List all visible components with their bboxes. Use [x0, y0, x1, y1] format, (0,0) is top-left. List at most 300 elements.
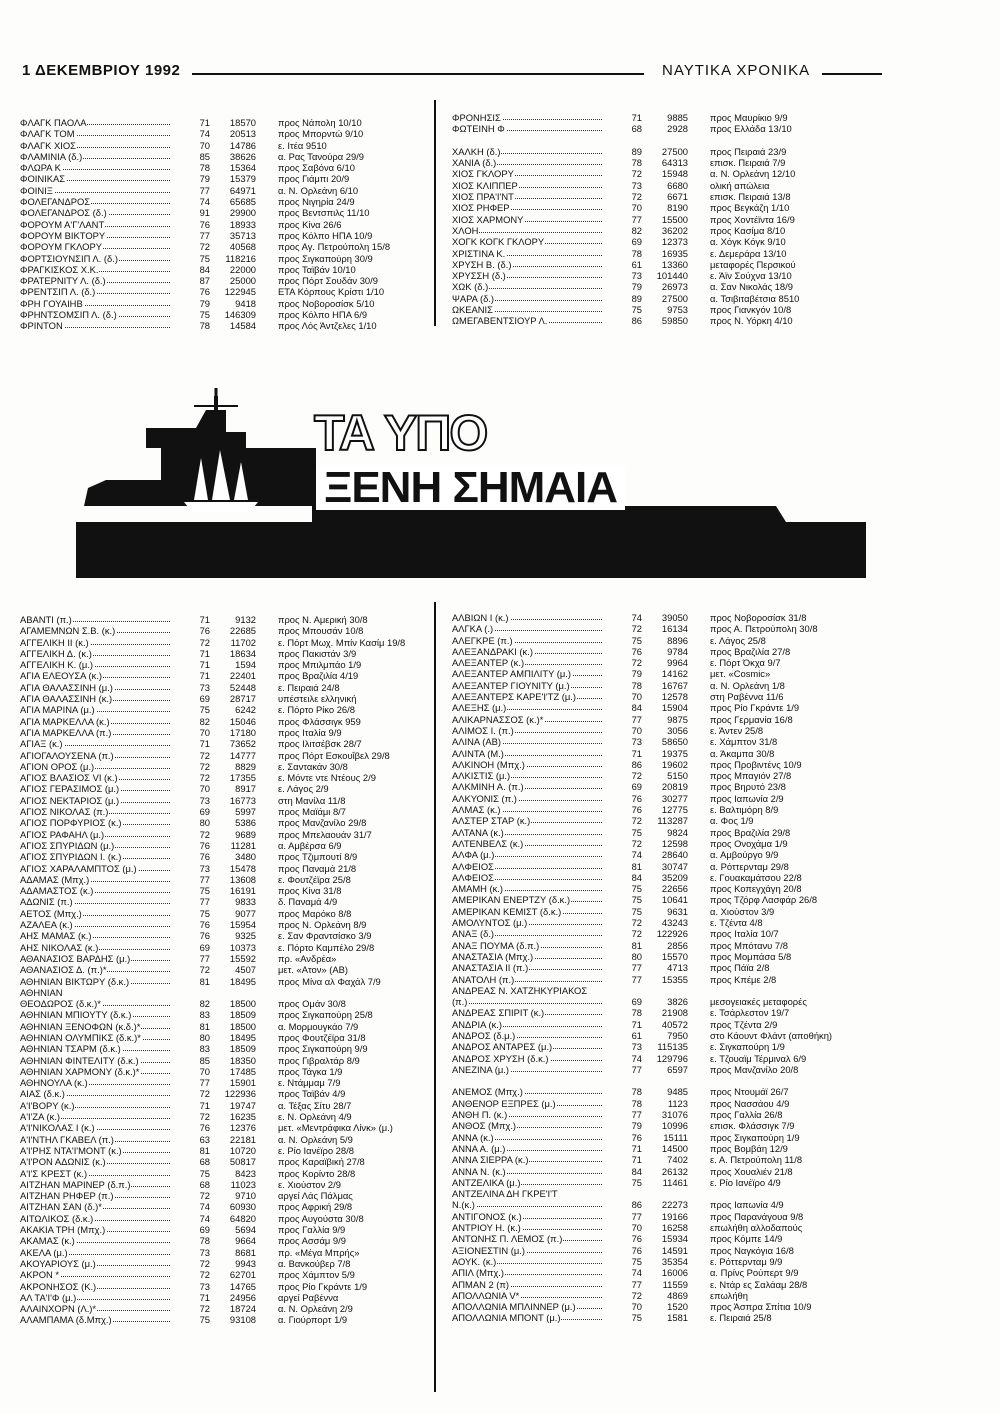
build-year: 75	[199, 1167, 210, 1179]
ship-row	[20, 230, 430, 241]
tonnage: 30277	[661, 792, 688, 804]
ship-name: ΑΝΕΜΟΣ (Μπχ.)	[452, 1086, 523, 1098]
ship-name: ΑΛΕΞΑΝΤΕΡ ΑΜΠΙΛΙΤΥ (μ.)	[452, 668, 572, 680]
build-year: 74	[631, 612, 642, 623]
tonnage: 13608	[229, 873, 256, 885]
ship-row	[452, 1312, 872, 1323]
ship-row	[452, 883, 872, 894]
ship-row	[452, 1143, 872, 1154]
tonnage: 50817	[229, 1156, 256, 1168]
destination: ε. Φουτζέϊρα 25/8	[278, 873, 351, 885]
ship-name: ΑΓΙΟΝ ΟΡΟΣ (μ.)	[20, 760, 95, 772]
build-year: 75	[199, 309, 210, 321]
build-year: 74	[631, 1052, 642, 1064]
destination: πρ. «Μέγα Μπρής»	[278, 1246, 360, 1258]
ship-name: ΑΙΤΖΗΑΝ ΜΑΡΙΝΕΡ (δ.π.)	[20, 1178, 131, 1190]
ship-name: ΑΛΜΑΣ (κ.)	[452, 804, 501, 816]
destination: προς Μπορντώ 9/10	[278, 128, 364, 140]
destination: μετ. «Cosmic»	[710, 668, 771, 680]
column-divider-top	[434, 100, 436, 326]
ship-name: ΧΙΟΣ ΧΑΡΜΟΝΥ	[452, 213, 524, 225]
build-year: 76	[631, 804, 642, 816]
ship-row	[452, 894, 872, 905]
ship-name: ΑΘΗΝΙΑΝ	[20, 986, 63, 998]
build-year: 71	[631, 747, 642, 759]
build-year: 75	[631, 1312, 642, 1324]
tonnage: 16134	[661, 623, 688, 635]
build-year: 69	[199, 1224, 210, 1236]
build-year: 78	[631, 157, 642, 169]
build-year: 72	[199, 760, 210, 772]
build-year: 80	[199, 1031, 210, 1043]
ship-name: ΑΝΕΖΙΝΑ (μ.)	[452, 1063, 509, 1075]
ship-name: ΑΛΕΓΚΡΕ (π.)	[452, 634, 513, 646]
ship-name: ΑΛΒΙΩΝ Ι (κ.)	[452, 612, 509, 623]
ship-name: ΑΓΙΟΣ ΣΠΥΡΙΔΩΝ (μ.)	[20, 839, 115, 851]
build-year: 71	[199, 670, 210, 682]
ship-name: ΑΝΑΤΟΛΗ (π.)	[452, 973, 515, 985]
destination: ε. Λάγος 25/8	[710, 634, 766, 646]
ship-name: ΧΑΛΚΗ (δ.)	[452, 145, 501, 157]
ship-name: ΑΓΙΟΣ ΠΟΡΦΥΡΙΟΣ (κ.)	[20, 817, 122, 829]
tonnage: 11023	[230, 1178, 256, 1190]
tonnage: 9753	[667, 304, 688, 316]
build-year: 71	[631, 1142, 642, 1154]
tonnage: 16006	[661, 1267, 688, 1279]
ship-name: ΑΛΚΜΙΝΗ Α. (π.)	[452, 781, 524, 793]
tonnage: 8681	[235, 1246, 256, 1258]
ship-row	[452, 225, 872, 236]
ship-row	[452, 1007, 872, 1018]
destination: προς Ιταλία 10/7	[710, 928, 779, 940]
tonnage: 12598	[661, 837, 688, 849]
tonnage: 14786	[229, 139, 256, 151]
ship-row	[20, 750, 430, 761]
tonnage: 43243	[661, 917, 688, 929]
ship-row	[20, 286, 430, 297]
ship-name: ΘΕΟΔΩΡΟΣ (δ.κ.)*	[20, 998, 101, 1010]
destination: προς Μπιλμπάο 1/9	[278, 659, 362, 671]
build-year: 72	[199, 1190, 210, 1202]
ship-name: ΑΕΤΟΣ (Μπχ.)	[20, 907, 82, 919]
ship-row	[452, 657, 872, 668]
ship-row	[20, 1021, 430, 1032]
build-year: 71	[631, 1154, 642, 1166]
ship-name: Α'Ι'Σ ΚΡΕΣΤ (κ.)	[20, 1167, 88, 1179]
ship-row	[452, 315, 872, 326]
tonnage: 16191	[229, 885, 256, 897]
build-year: 76	[631, 792, 642, 804]
ship-row	[452, 191, 872, 202]
build-year: 61	[631, 258, 642, 270]
tonnage: 20819	[661, 781, 688, 793]
build-year: 72	[631, 168, 642, 180]
destination: προς Βραζιλία 29/8	[710, 826, 791, 838]
destination: αργεί Ραβέννα	[278, 1291, 339, 1303]
ship-name: ΑΛΓΚΑ (.)	[452, 623, 494, 635]
destination: αργεί Λάς Πάλμας	[278, 1190, 353, 1202]
ship-name: ΑΗΣ ΜΑΜΑΣ (κ.)	[20, 930, 92, 942]
dot-leader	[452, 996, 602, 1004]
ship-name: Ν.(κ.)	[452, 1199, 475, 1211]
destination: προς Νοβοροσίσκ 5/10	[278, 297, 375, 309]
destination: προς Βηρυτό 23/8	[710, 781, 786, 793]
ship-name: ΑΝΝΑ (κ.)	[452, 1131, 494, 1143]
tonnage: 59850	[661, 315, 688, 327]
tonnage: 22000	[229, 263, 256, 275]
tonnage: 19166	[661, 1210, 688, 1222]
destination: μεσογειακές μεταφορές	[710, 996, 807, 1008]
destination: προς Βεντσπιλς 11/10	[278, 207, 370, 219]
destination: προς Μίνα αλ Φαχάλ 7/9	[278, 975, 381, 987]
ship-name: Α'Ι'ΒΟΡΥ (κ.)	[20, 1099, 75, 1111]
ship-name: ΑΓΙΟΣ ΣΠΥΡΙΔΩΝ Ι. (κ.)	[20, 851, 122, 863]
ship-name: ΧΙΟΣ ΓΚΛΟΡΥ	[452, 168, 514, 180]
tonnage: 2856	[667, 939, 688, 951]
tonnage: 15379	[229, 173, 256, 185]
tonnage: 64820	[229, 1212, 256, 1224]
destination: προς Φλάσσιγκ 959	[278, 715, 361, 727]
destination: ε. Α. Πετρούπολη 11/8	[710, 1154, 803, 1166]
destination: α. Ρας Τανούρα 29/9	[278, 150, 365, 162]
destination: ε. Ρόττερνταμ 9/9	[710, 1255, 783, 1267]
tonnage: 93108	[229, 1314, 256, 1326]
build-year: 76	[199, 286, 210, 298]
destination: πρ. «Ανδρέα»	[278, 952, 337, 964]
ship-name: ΑΛΑΙΝΧΟΡΝ (Λ.)*	[20, 1303, 97, 1315]
tonnage: 12376	[229, 1122, 256, 1134]
build-year: 70	[199, 783, 210, 795]
ship-row	[20, 1168, 430, 1179]
ship-row	[20, 625, 430, 636]
banner-title-line1: ΤΑ ΥΠΟ	[314, 405, 487, 461]
section-banner	[76, 388, 866, 578]
ship-name: ΑΓΓΕΛΙΚΗ Δ. (κ.)	[20, 647, 92, 659]
destination: ε. Σιγκαπούρη 1/9	[710, 1041, 785, 1053]
ship-name: ΑΚΟΥΑΡΙΟΥΣ (μ.)	[20, 1257, 96, 1269]
ship-name: ΑΛΚΥΟΝΙΣ (π.)	[452, 792, 517, 804]
destination: προς Κόμπε 14/9	[710, 1233, 783, 1245]
build-year: 79	[199, 297, 210, 309]
destination: ε. Γουακαμάτσου 22/8	[710, 871, 802, 883]
destination: προς Ιλιτσέβσκ 28/7	[278, 738, 362, 750]
build-year: 75	[199, 252, 210, 264]
build-year: 81	[199, 1020, 210, 1032]
destination: προς Νιγηρία 24/9	[278, 196, 355, 208]
destination: προς Πάϊα 2/8	[710, 962, 770, 974]
tonnage: 36202	[661, 224, 688, 236]
ship-name: ΑΙΑΣ (δ.κ.)	[20, 1088, 65, 1100]
tonnage: 26973	[661, 281, 688, 293]
destination: δ. Παναμά 4/9	[278, 896, 338, 908]
build-year: 77	[199, 896, 210, 908]
ship-row	[20, 795, 430, 806]
tonnage: 18495	[229, 975, 256, 987]
ship-table-bottom-left	[20, 614, 430, 1326]
tonnage: 18500	[229, 998, 256, 1010]
build-year: 69	[631, 996, 642, 1008]
ship-name: ΑΜΟΛΥΝΤΟΣ (μ.)	[452, 917, 528, 929]
ship-row	[20, 840, 430, 851]
tonnage: 2928	[667, 123, 688, 135]
tonnage: 6242	[235, 704, 256, 716]
tonnage: 4507	[235, 964, 256, 976]
destination: προς Άσπρα Σπίτια 10/9	[710, 1301, 812, 1313]
ship-row	[20, 693, 430, 704]
ship-row	[20, 1314, 430, 1325]
build-year: 81	[631, 860, 642, 872]
ship-row	[452, 827, 872, 838]
ship-row	[452, 157, 872, 168]
ship-name: ΑΔΑΜΑΣΤΟΣ (κ.)	[20, 885, 94, 897]
build-year: 80	[631, 950, 642, 962]
ship-name: ΑΝΔΡΕΑΣ Ν. ΧΑΤΖΗΚΥΡΙΑΚΟΣ	[452, 984, 588, 996]
tonnage: 15500	[661, 213, 688, 225]
tonnage: 9418	[235, 297, 256, 309]
tonnage: 15355	[661, 973, 688, 985]
tonnage: 16258	[661, 1222, 688, 1234]
tonnage: 8423	[235, 1167, 256, 1179]
destination: προς Τζέντα 2/9	[710, 1018, 778, 1030]
ship-name: ΧΛΟΗ	[452, 224, 479, 236]
tonnage: 122926	[656, 928, 688, 940]
destination: προς Αγ. Πετρούπολη 15/8	[278, 241, 391, 253]
destination: προς Ν. Ορλεάνη 8/9	[278, 919, 367, 931]
destination: προς Βεγκάζη 1/10	[710, 202, 790, 214]
destination: ε. Χάμπτον 31/8	[710, 736, 778, 748]
destination: προς Α. Πετρούπολη 30/8	[710, 623, 818, 635]
ship-name: ΑΛΦΕΙΟΣ	[452, 871, 494, 883]
ship-name: ΦΡΗ ΓΟΥΑΙΗΒ	[20, 297, 83, 309]
build-year: 73	[199, 1280, 210, 1292]
build-year: 75	[199, 907, 210, 919]
destination: ε. Ρίο Ιανέϊρο 4/9	[710, 1176, 781, 1188]
build-year: 74	[199, 128, 210, 140]
ship-name: ΑΓΙΟΣ ΧΑΡΑΛΑΜΠΤΟΣ (μ.)	[20, 862, 137, 874]
tonnage: 15570	[661, 950, 688, 962]
ship-name: ΦΟΡΟΥΜ ΓΚΛΟΡΥ	[20, 241, 102, 253]
build-year: 61	[631, 1029, 642, 1041]
destination: ε. Τζουαϊμ Τέρμιναλ 6/9	[710, 1052, 807, 1064]
ship-name: ΦΛΩΡΑ Κ	[20, 162, 61, 174]
ship-table-top-left	[20, 117, 430, 332]
ship-name: ΦΡΑΤΕΡΝΙΤΥ Λ. (δ.)	[20, 275, 106, 287]
ship-row	[452, 1177, 872, 1188]
ship-name: Α'Ι'ΡΟΝ ΑΔΩΝΙΣ (κ.)	[20, 1156, 106, 1168]
tonnage: 18634	[229, 647, 256, 659]
ship-name: ΑΓΙΑΞ (κ.)	[20, 738, 63, 750]
ship-name: ΑΝΘΗ Π. (κ.)	[452, 1109, 508, 1121]
ship-name: ΧΙΟΣ ΚΛΙΠΠΕΡ	[452, 179, 518, 191]
build-year: 81	[199, 975, 210, 987]
ship-name: ΑΙΤΩΛΙΚΟΣ (δ.κ.)	[20, 1212, 94, 1224]
ship-name: ΦΛΑΓΚ ΠΑΟΛΑ	[20, 117, 87, 128]
ship-row	[20, 1224, 430, 1235]
ship-row	[20, 1201, 430, 1212]
ship-row	[452, 281, 872, 292]
ship-row	[20, 1258, 430, 1269]
ship-name: ΑΗΣ ΝΙΚΟΛΑΣ (κ.)	[20, 941, 99, 953]
ship-row	[452, 1075, 872, 1086]
ship-row	[20, 264, 430, 275]
destination: ε. Πόρτ Μωχ. Μπίν Κασίμ 19/8	[278, 636, 406, 648]
ship-row	[20, 738, 430, 749]
header-rule-end	[822, 73, 882, 75]
ship-name: ΑΝΤΡΙΟΥ Η. (κ.)	[452, 1222, 521, 1234]
destination: α. Ν. Ορλεάνη 12/10	[710, 168, 796, 180]
destination: προς Κόλπο ΗΠΑ 10/9	[278, 229, 373, 241]
build-year: 72	[631, 623, 642, 635]
ship-name: ΑΛΙΜΟΣ Ι. (π.)	[452, 724, 514, 736]
ship-row	[452, 646, 872, 657]
ship-row	[452, 804, 872, 815]
ship-row	[452, 1041, 872, 1052]
build-year: 71	[199, 1291, 210, 1303]
tonnage: 15934	[661, 1233, 688, 1245]
ship-row	[20, 874, 430, 885]
build-year: 75	[631, 883, 642, 895]
tonnage: 12775	[661, 804, 688, 816]
ship-row	[20, 919, 430, 930]
destination: προς Ταϊβάν 4/9	[278, 1088, 346, 1100]
build-year: 78	[199, 1235, 210, 1247]
build-year: 75	[199, 704, 210, 716]
destination: προς Ιαπωνία 4/9	[710, 1199, 784, 1211]
build-year: 74	[199, 1212, 210, 1224]
destination: ε. Πόρτο Ρίκο 26/8	[278, 704, 355, 716]
tonnage: 17355	[229, 772, 256, 784]
ship-name: ΑΛΕΞΑΝΤΕΡ ΓΙΟΥΝΙΤΥ (μ.)	[452, 679, 570, 691]
build-year: 69	[199, 941, 210, 953]
tonnage: 60930	[229, 1201, 256, 1213]
build-year: 77	[631, 1109, 642, 1121]
destination: μεταφορές Περσικού	[710, 258, 796, 270]
ship-row	[20, 1055, 430, 1066]
ship-row	[20, 727, 430, 738]
ship-row	[20, 1100, 430, 1111]
tonnage: 146309	[224, 309, 256, 321]
destination: προς Χουαλιέν 21/8	[710, 1165, 793, 1177]
tonnage: 15046	[229, 715, 256, 727]
ship-row	[20, 117, 430, 128]
ship-row	[452, 974, 872, 985]
ship-row	[20, 908, 430, 919]
ship-row	[452, 815, 872, 826]
build-year: 72	[199, 636, 210, 648]
build-year: 83	[199, 1043, 210, 1055]
ship-row	[20, 885, 430, 896]
destination: α. Ν. Ορλεάνη 2/9	[278, 1303, 353, 1315]
tonnage: 26132	[661, 1165, 688, 1177]
tonnage: 10720	[229, 1144, 256, 1156]
ship-name: ΑΓΓΕΛΙΚΗ ΙΙ (κ.)	[20, 636, 89, 648]
build-year: 76	[199, 839, 210, 851]
tonnage: 22656	[661, 883, 688, 895]
ship-name: ΑΔΩΝΙΣ (π.)	[20, 896, 73, 908]
ship-row	[20, 942, 430, 953]
tonnage: 62701	[229, 1269, 256, 1281]
ship-name: ΧΡΥΣΣΗ (δ.)	[452, 270, 506, 282]
build-year: 86	[631, 315, 642, 327]
ship-row	[20, 716, 430, 727]
ship-name: ΑΓΓΕΛΙΚΗ Κ. (μ.)	[20, 659, 94, 671]
build-year: 76	[199, 625, 210, 637]
ship-row	[452, 259, 872, 270]
ship-name: Α'Ι'ΝΙΚΟΛΑΣ Ι (κ.)	[20, 1122, 95, 1134]
build-year: 82	[199, 715, 210, 727]
build-year: 77	[631, 1063, 642, 1075]
build-year: 79	[631, 668, 642, 680]
ship-row	[452, 1290, 872, 1301]
build-year: 73	[631, 179, 642, 191]
ship-row	[20, 1009, 430, 1020]
ship-name: ΦΡΗΝΤΣΟΜΣΙΠ Λ. (δ.)	[20, 309, 117, 321]
ship-row	[452, 985, 872, 996]
tonnage: 19375	[661, 747, 688, 759]
tonnage: 14162	[661, 668, 688, 680]
build-year: 84	[631, 702, 642, 714]
tonnage: 29900	[229, 207, 256, 219]
ship-name: ΑΛΣΤΕΡ ΣΤΑΡ (κ.)	[452, 815, 531, 827]
destination: α. Αμβούργο 9/9	[710, 849, 779, 861]
ship-name: ΦΟΛΕΓΑΝΔΡΟΣ	[20, 196, 91, 208]
ship-row	[20, 207, 430, 218]
ship-row	[452, 951, 872, 962]
tonnage: 65685	[229, 196, 256, 208]
ship-row	[452, 680, 872, 691]
build-year: 84	[631, 1165, 642, 1177]
tonnage: 25000	[229, 275, 256, 287]
ship-row	[20, 1190, 430, 1201]
ship-row	[20, 806, 430, 817]
destination: προς Γιάμπι 20/9	[278, 173, 350, 185]
build-year: 72	[631, 191, 642, 203]
ship-row	[452, 1166, 872, 1177]
destination: προς Τζόρφ Λασφάρ 26/8	[710, 894, 818, 906]
build-year: 71	[631, 1018, 642, 1030]
ship-name: ΑΓΙΑ ΘΑΛΑΣΣΙΝΗ (κ.)	[20, 693, 113, 705]
tonnage: 27500	[661, 145, 688, 157]
ship-row	[20, 761, 430, 772]
ship-row	[452, 838, 872, 849]
destination: α. Άκαμπα 30/8	[710, 747, 775, 759]
destination: προς Γαλλία 26/8	[710, 1109, 783, 1121]
tonnage: 64313	[661, 157, 688, 169]
tonnage: 16235	[229, 1111, 256, 1123]
destination: α. Πρίνς Ρούπερτ 9/9	[710, 1267, 799, 1279]
ship-row	[452, 293, 872, 304]
build-year: 75	[199, 1314, 210, 1326]
build-year: 72	[199, 1111, 210, 1123]
destination: προς Παρανάγουα 9/8	[710, 1210, 804, 1222]
tonnage: 3056	[667, 724, 688, 736]
ship-name: ΧΑΝΙΑ (δ.)	[452, 157, 497, 169]
ship-row	[452, 714, 872, 725]
ship-row	[452, 691, 872, 702]
ship-row	[20, 151, 430, 162]
destination: προς Μομπάσα 5/8	[710, 950, 792, 962]
build-year: 77	[199, 229, 210, 241]
ship-name: ΑΔΑΜΑΣ (Μπχ.)	[20, 873, 90, 885]
tonnage: 3826	[667, 996, 688, 1008]
tonnage: 19602	[661, 758, 688, 770]
ship-row	[452, 168, 872, 179]
tonnage: 35713	[229, 229, 256, 241]
tonnage: 11559	[662, 1278, 688, 1290]
destination: προς Σιγκαπούρη 25/8	[278, 1009, 373, 1021]
tonnage: 9885	[667, 112, 688, 123]
destination: ε. Τζέντα 4/8	[710, 917, 763, 929]
